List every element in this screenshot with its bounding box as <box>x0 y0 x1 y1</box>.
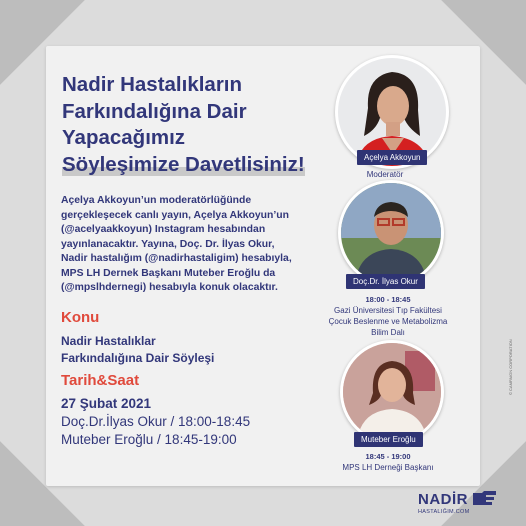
affiliation-line: Bilim Dalı <box>371 328 405 337</box>
speaker-photo <box>340 340 444 444</box>
intro-line: Nadir hastalığım (@nadirhastaligim) hesabıyla, <box>61 253 292 264</box>
date-label: Tarih&Saat <box>61 372 140 389</box>
event-date: 27 Şubat 2021 <box>61 396 152 411</box>
affiliation-line: Gazi Üniversitesi Tıp Fakültesi <box>334 306 442 315</box>
intro-line: MPS LH Dernek Başkanı Muteber Eroğlu da <box>61 267 276 279</box>
moderator-name-tag: Açelya Akkoyun <box>357 150 427 165</box>
time-slot: Doç.Dr.İlyas Okur / 18:00-18:45 <box>61 414 251 429</box>
person-icon <box>343 343 441 441</box>
affiliation-line: Çocuk Beslenme ve Metabolizma <box>328 317 448 326</box>
time-slot: Muteber Eroğlu / 18:45-19:00 <box>61 432 237 447</box>
speaker-time: 18:00 - 18:45 <box>365 295 411 304</box>
headline-line: Söyleşimize Davetlisiniz! <box>62 152 305 176</box>
intro-line: (@mpslhdernegi) hesabıyla konuk olacaktır. <box>61 282 278 293</box>
topic-value <box>61 333 214 367</box>
pointing-hand-icon <box>472 490 498 506</box>
moderator-role: Moderatör <box>366 170 404 179</box>
intro-line: (@acelyaakkoyun) Instagram hesabından <box>61 224 266 235</box>
intro-line: yayınlanacaktır. Yayına, Doç. Dr. İlyas Okur, <box>61 238 275 250</box>
headline-line: Yapacağımız <box>62 126 186 149</box>
speaker-affiliation <box>313 305 463 338</box>
intro-line: Açelya Akkoyun’un moderatörlüğünde <box>61 195 252 206</box>
headline <box>62 72 332 178</box>
headline-line: Nadir Hastalıkların <box>62 73 243 96</box>
speaker-photo <box>338 180 444 286</box>
logo-name: NADİR <box>418 491 468 508</box>
speaker-name-tag: Muteber Eroğlu <box>354 432 423 447</box>
brand-logo <box>418 490 498 515</box>
speaker-name-tag: Doç.Dr. İlyas Okur <box>346 274 425 289</box>
topic-line: Farkındalığına Dair Söyleşi <box>61 351 215 365</box>
headline-line: Farkındalığına Dair <box>62 99 247 123</box>
topic-line: Nadir Hastalıklar <box>61 334 156 348</box>
person-icon <box>341 183 441 283</box>
topic-label: Konu <box>61 309 100 326</box>
speaker-time: 18:45 - 19:00 <box>365 452 411 461</box>
logo-domain: HASTALIĞIM.COM <box>418 509 470 515</box>
intro-line: gerçekleşecek canlı yayın, Açelya Akkoyun’un <box>61 209 289 221</box>
speaker-affiliation: MPS LH Derneği Başkanı <box>342 463 434 472</box>
intro-paragraph <box>61 194 336 296</box>
side-credit: © CAMPAIGN CORPORATION <box>508 339 513 395</box>
